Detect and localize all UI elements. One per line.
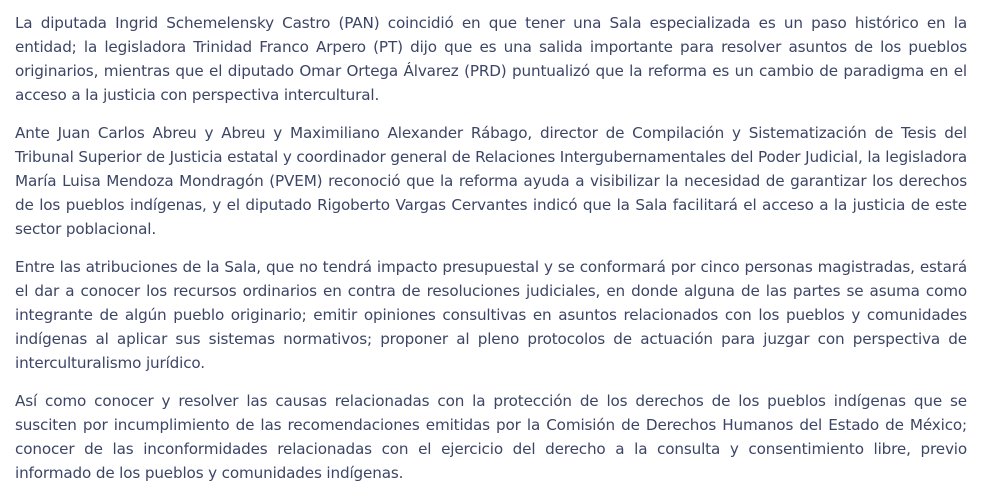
article-paragraph-1: La diputada Ingrid Schemelensky Castro (PAN) coincidió en que tener una Sala especializada es un paso histórico en la entidad; la legisladora Trinidad Franco Arpero (PT) dijo que es una salida importante para resolver asuntos de los pueblos originarios, mientras que el diputado Omar Ortega Álvarez (PRD) puntualizó que la reforma es un cambio de paradigma en el acceso a la justicia con perspectiva intercultural. bbox=[15, 14, 967, 104]
article-paragraph-4: Así como conocer y resolver las causas relacionadas con la protección de los derechos de los pueblos indígenas que se susciten por incumplimiento de las recomendaciones emitidas por la Comisión de Derechos Humanos del Estado de México; conocer de las inconformidades relacionadas con el ejercicio del derecho a la consulta y consentimiento libre, previo informado de los pueblos y comunidades indígenas. bbox=[15, 392, 967, 482]
article-paragraph-2: Ante Juan Carlos Abreu y Abreu y Maximiliano Alexander Rábago, director de Compilación y Sistematización de Tesis del Tribunal Superior de Justicia estatal y coordinador general de Relaciones Intergubernamentales del Poder Judicial, la legisladora María Luisa Mendoza Mondragón (PVEM) reconoció que la reforma ayuda a visibilizar la necesidad de garantizar los derechos de los pueblos indígenas, y el diputado Rigoberto Vargas Cervantes indicó que la Sala facilitará el acceso a la justicia de este sector poblacional. bbox=[15, 124, 967, 238]
article-paragraph-3: Entre las atribuciones de la Sala, que no tendrá impacto presupuestal y se conformará por cinco personas magistradas, estará el dar a conocer los recursos ordinarios en contra de resoluciones judiciales, en donde alguna de las partes se asuma como integrante de algún pueblo originario; emitir opiniones consultivas en asuntos relacionados con los pueblos y comunidades indígenas al aplicar sus sistemas normativos; proponer al pleno protocolos de actuación para juzgar con perspectiva de interculturalismo jurídico. bbox=[15, 258, 967, 372]
